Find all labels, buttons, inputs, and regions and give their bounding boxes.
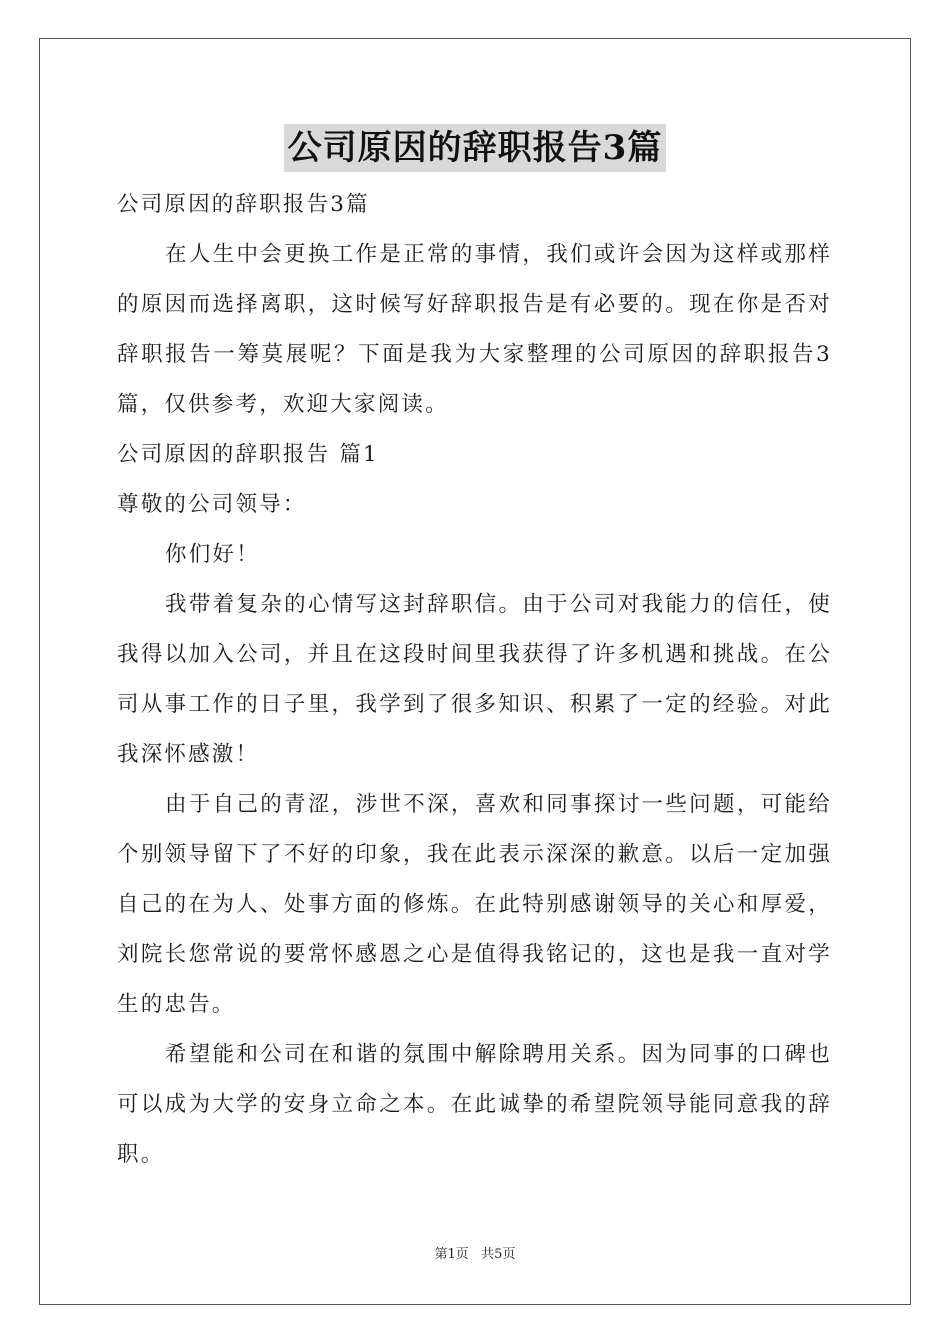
body-paragraph: 我带着复杂的心情写这封辞职信。由于公司对我能力的信任，使我得以加入公司，并且在这段时间里我获得了许多机遇和挑战。在公司从事工作的日子里，我学到了很多知识、积累了一定的经验。对此我深怀感激！: [117, 592, 832, 767]
document-body: [117, 180, 832, 1180]
page-number: 第1页 共5页: [434, 1247, 516, 1262]
subtitle-paragraph: 公司原因的辞职报告3篇: [117, 192, 370, 217]
body-paragraph: 希望能和公司在和谐的氛围中解除聘用关系。因为同事的口碑也可以成为大学的安身立命之本。在此诚挚的希望院领导能同意我的辞职。: [117, 1042, 832, 1167]
body-paragraph: 由于自己的青涩，涉世不深，喜欢和同事探讨一些问题，可能给个别领导留下了不好的印象，我在此表示深深的歉意。以后一定加强自己的在为人、处事方面的修炼。在此特别感谢领导的关心和厚爱，刘院长您常说的要常怀感恩之心是值得我铭记的，这也是我一直对学生的忠告。: [117, 792, 832, 1017]
greeting: 你们好！: [165, 542, 260, 567]
salutation: 尊敬的公司领导：: [117, 492, 307, 517]
document-title: 公司原因的辞职报告3篇: [284, 124, 667, 172]
page-footer: [0, 1245, 950, 1265]
document-title-container: [0, 124, 950, 172]
intro-paragraph: 在人生中会更换工作是正常的事情，我们或许会因为这样或那样的原因而选择离职，这时候写好辞职报告是有必要的。现在你是否对辞职报告一筹莫展呢？下面是我为大家整理的公司原因的辞职报告3篇，仅供参考，欢迎大家阅读。: [117, 242, 832, 417]
section-heading: 公司原因的辞职报告 篇1: [117, 442, 379, 467]
